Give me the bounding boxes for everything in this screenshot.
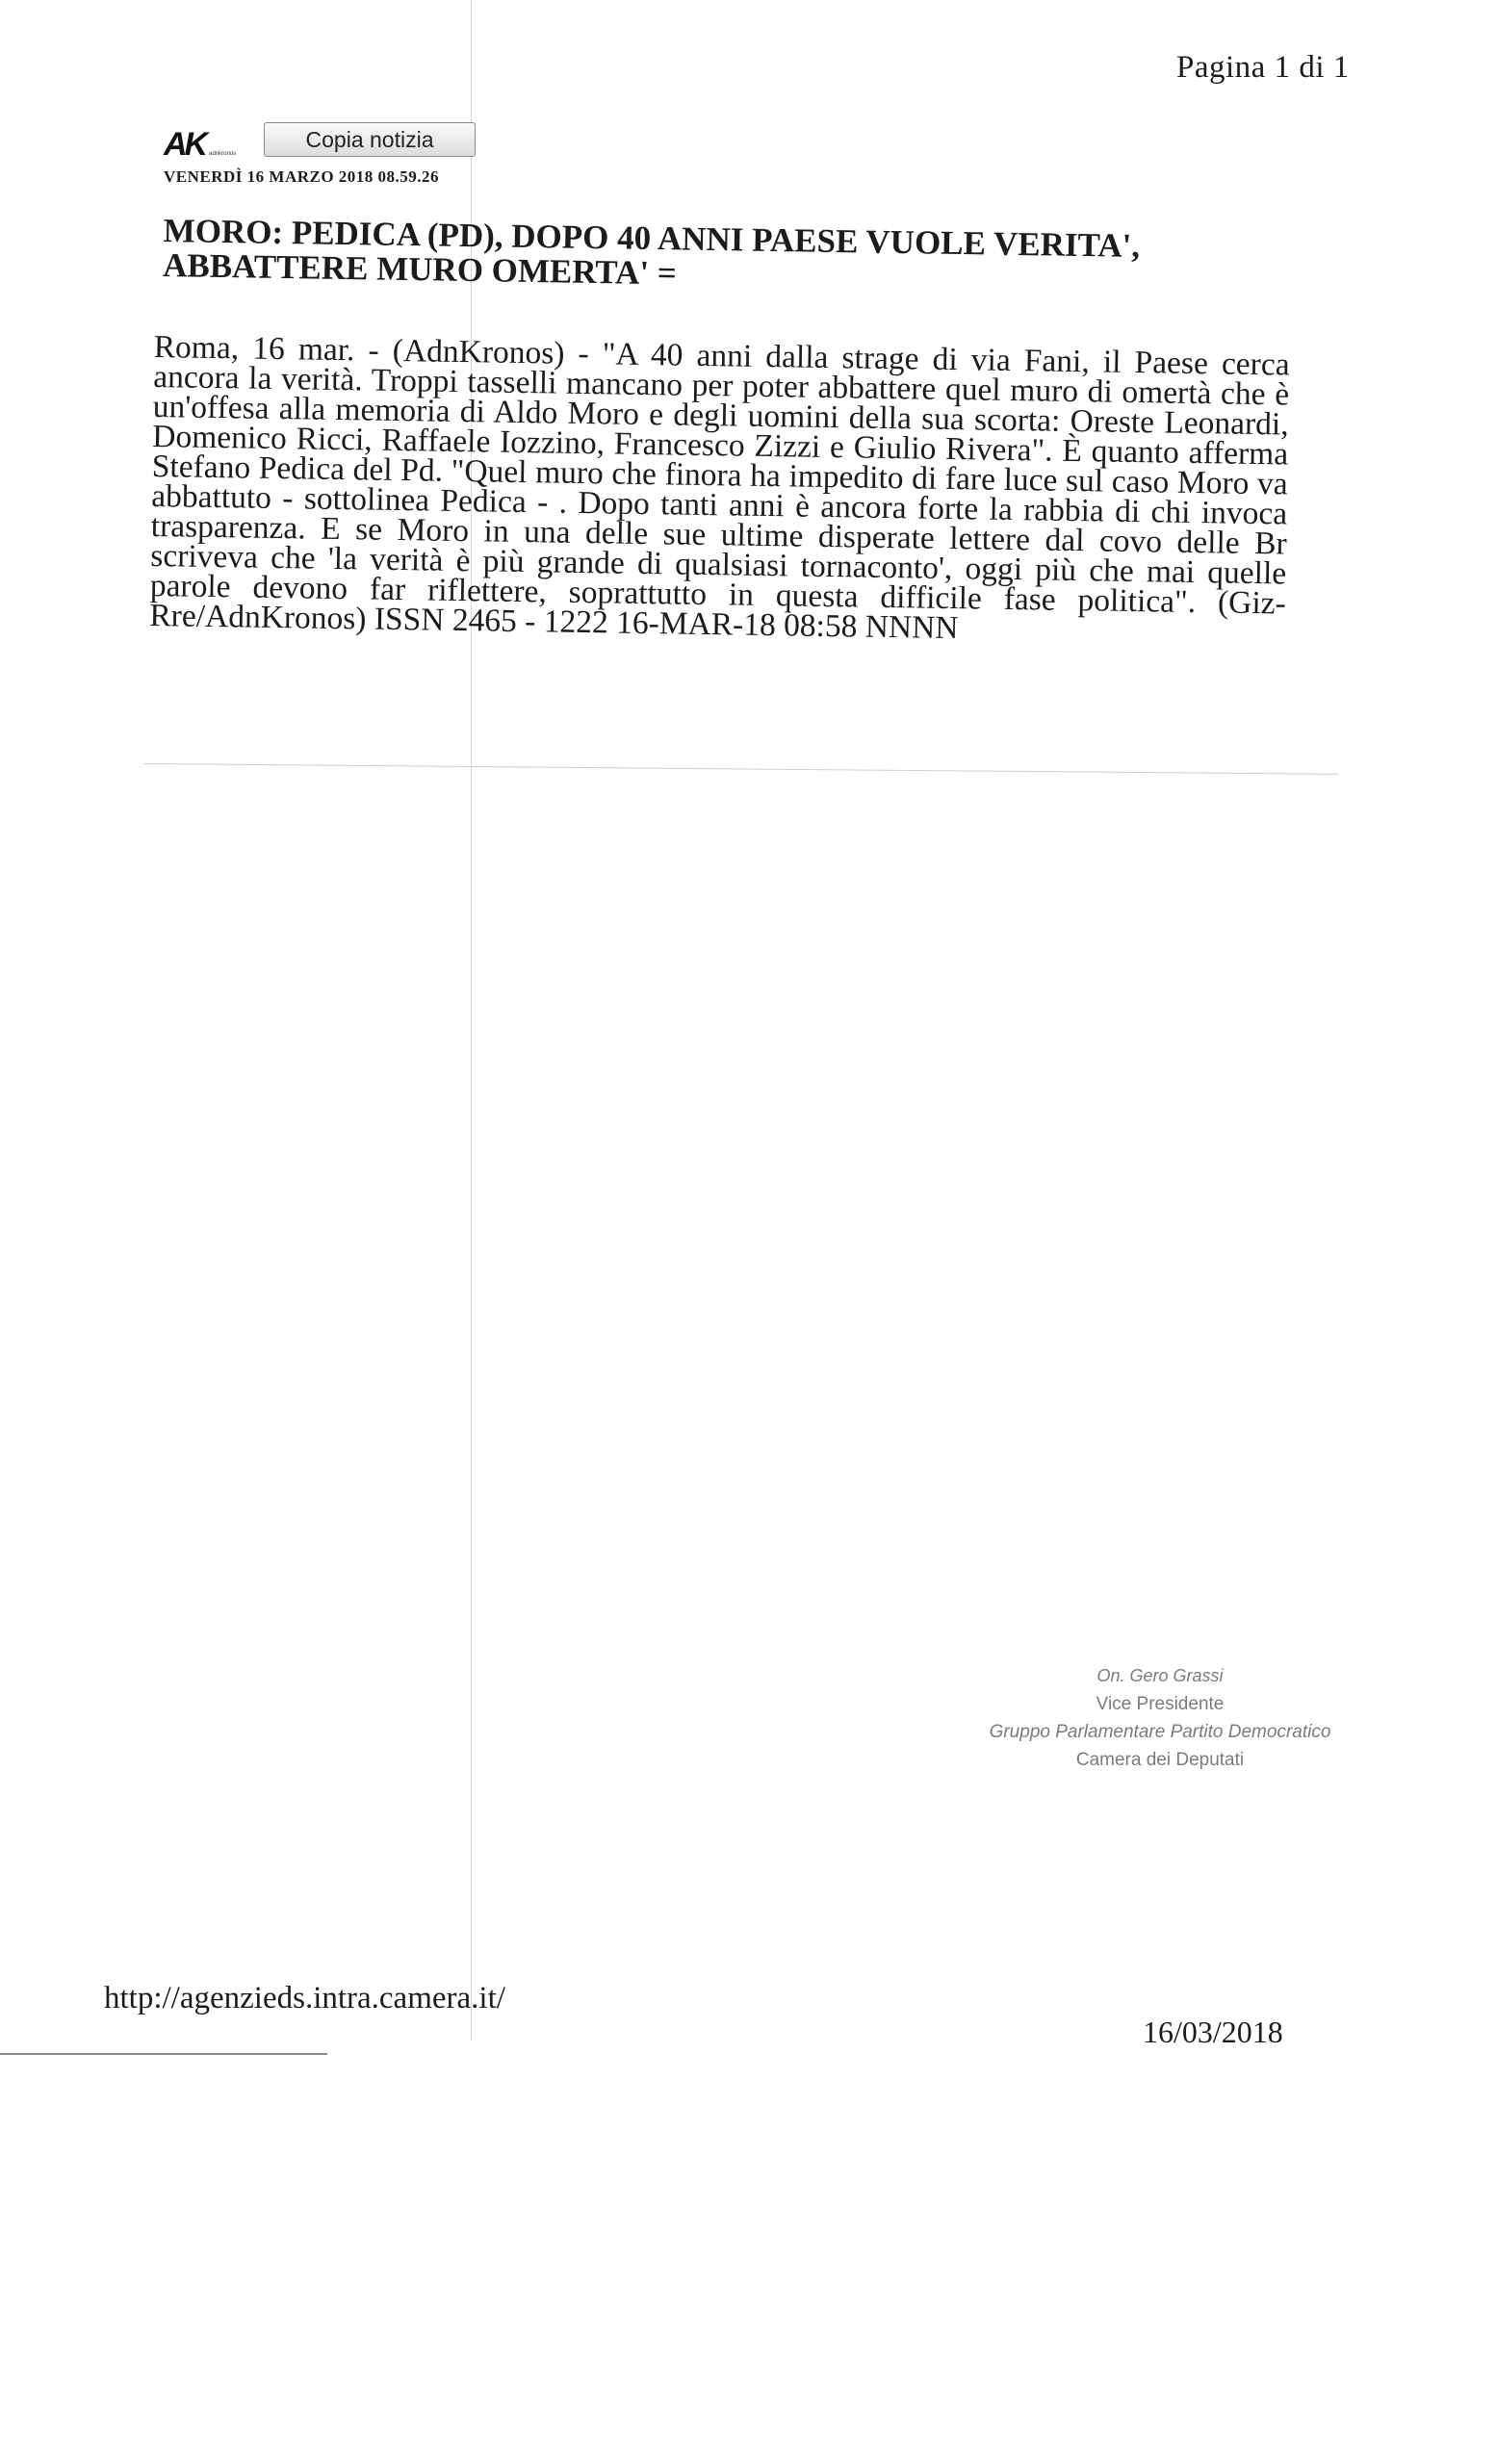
- stamp-name: On. Gero Grassi: [1096, 1666, 1224, 1685]
- article-body: Roma, 16 mar. - (AdnKronos) - "A 40 anni dalla strage di via Fani, il Paese cerca ancora la verità. Troppi tasselli mancano per poter abbattere quel muro di omertà che è un'offesa alla memoria di Aldo Moro e degli uomini della sua scorta: Oreste Leonardi, Domenico Ricci, Raffaele Iozzino, Francesco Zizzi e Giulio Rivera". È quanto afferma Stefano Pedica del Pd. "Quel muro che finora ha impedito di fare luce sul caso Moro va abbattuto - sottolinea Pedica - . Dopo tanti anni è ancora forte la rabbia di chi invoca trasparenza. E se Moro in una delle sue ultime disperate lettere dal covo delle Br scriveva che 'la verità è più grande di qualsiasi tornaconto', oggi più che mai quelle parole devono far riflettere, soprattutto in questa difficile fase politica". (Giz-Rre/AdnKronos) ISSN 2465 - 1222 16-MAR-18 08:58 NNNN: [149, 329, 1290, 647]
- news-date-time: VENERDÌ 16 MARZO 2018 08.59.26: [164, 167, 440, 186]
- article-separator: [144, 763, 1338, 775]
- scan-fold-line: [471, 0, 472, 2040]
- adnkronos-logo-wordmark: adnkronos: [209, 151, 237, 157]
- deputy-stamp: [948, 1662, 1372, 1774]
- stamp-chamber: Camera dei Deputati: [1075, 1750, 1245, 1770]
- footer-date: 16/03/2018: [1143, 2015, 1283, 2049]
- copy-news-button[interactable]: Copia notizia: [264, 122, 476, 157]
- article-headline: MORO: PEDICA (PD), DOPO 40 ANNI PAESE VUOLE VERITA', ABBATTERE MURO OMERTA' =: [162, 212, 1141, 293]
- adnkronos-logo: [164, 126, 237, 163]
- stamp-group: Gruppo Parlamentare Partito Democratico: [989, 1722, 1331, 1742]
- page-number: Pagina 1 di 1: [1176, 50, 1350, 85]
- footer-url: http://agenzieds.intra.camera.it/: [104, 1981, 505, 2015]
- footer-divider: [0, 2053, 327, 2055]
- stamp-role: Vice Presidente: [1096, 1694, 1225, 1714]
- adnkronos-logo-mark: AK: [164, 126, 206, 163]
- agency-header: [164, 122, 510, 161]
